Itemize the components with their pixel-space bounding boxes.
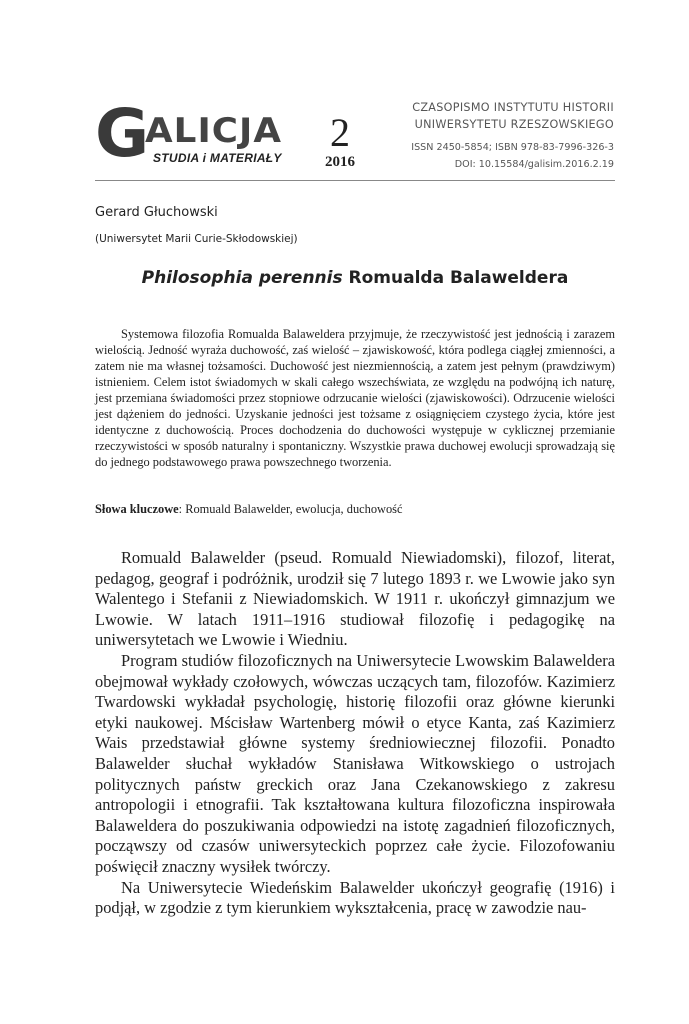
author-affiliation: (Uniwersytet Marii Curie-Skłodowskiej) <box>95 233 298 245</box>
journal-line-2: UNIWERSYTETU RZESZOWSKIEGO <box>414 118 614 131</box>
keywords-list: Romuald Balawelder, ewolucja, duchowość <box>185 502 403 516</box>
header-divider <box>95 180 615 181</box>
issn-isbn: ISSN 2450-5854; ISBN 978-83-7996-326-3 <box>411 142 614 153</box>
article-body <box>95 548 615 919</box>
issue-number: 2 <box>330 110 350 155</box>
keywords-label: Słowa kluczowe <box>95 502 179 516</box>
issue-year: 2016 <box>325 154 355 170</box>
title-rest: Romualda Balaweldera <box>342 268 569 288</box>
body-paragraph: Program studiów filozoficznych na Uniwersytecie Lwowskim Balaweldera obejmował wykłady czołowych, wówczas uczących tam, filozofów. Kazimierz Twardowski wykładał psychologię, historię filozofii oraz główne kierunki etyki naukowej. Mścisław Wartenberg mówił o etyce Kanta, zaś Kazimierz Wais przedstawiał główne systemy średniowiecznej filozofii. Ponadto Balawelder słuchał wykładów Stanisława Witkowskiego o ustrojach politycznych państw greckich oraz Jana Czekanowskiego z zakresu antropologii i etnografii. Tak kształtowana kultura filozoficzna inspirowała Balaweldera do poszukiwania odpowiedzi na istotę zagadnień filozoficznych, począwszy od czasów uniwersyteckich poprzez całe życie. Filozofowaniu poświęcił znaczny wysiłek twórczy. <box>95 650 615 876</box>
keywords-sep: : <box>178 502 186 516</box>
body-paragraph: Na Uniwersytecie Wiedeńskim Balawelder ukończył geografię (1916) i podjął, w zgodzie z tym kierunkiem wykształcenia, pracę w zawodzie nau- <box>95 877 615 918</box>
keywords <box>95 502 615 517</box>
journal-info <box>411 99 614 173</box>
doi: DOI: 10.15584/galisim.2016.2.19 <box>454 159 614 170</box>
title-italic: Philosophia perennis <box>141 268 343 288</box>
logo-letter: G <box>95 95 148 172</box>
body-paragraph: Romuald Balawelder (pseud. Romuald Niewiadomski), filozof, literat, pedagog, geograf i podróżnik, urodził się 7 lutego 1893 r. we Lwowie jako syn Walentego i Stefanii z Niewiadomskich. W 1911 r. ukończył gimnazjum we Lwowie. W latach 1911–1916 studiował filozofię i pedagogikę na uniwersytetach we Lwowie i Wiedniu. <box>95 548 615 650</box>
article-title <box>95 268 615 288</box>
abstract: Systemowa filozofia Romualda Balaweldera przyjmuje, że rzeczywistość jest jednością i zarazem wielością. Jedność wyraża duchowość, zaś wielość – zjawiskowość, która podlega ciągłej zmienności, a zatem nie ma własnej tożsamości. Duchowość jest niezmiennością, a zatem jest pełnym (prawdziwym) istnieniem. Celem istot świadomych w skali całego wszechświata, ze względu na podwójną ich naturę, jest przemiana świadomości przez stopniowe odrzucanie wielości (zjawiskowości). Odrzucenie wielości jest dążeniem do jedności. Uzyskanie jedności jest tożsame z osiągnięciem czystego życia, które jest identyczne z duchowością. Proces dochodzenia do duchowości występuje w cyklicznej przemianie rzeczywistości w sposób naturalny i spontaniczny. Wszystkie prawa duchowej ewolucji sprowadzają się do jednego podstawowego prawa powszechnego tworzenia. <box>95 327 615 469</box>
journal-line-1: CZASOPISMO INSTYTUTU HISTORII <box>412 101 614 114</box>
author-name: Gerard Głuchowski <box>95 205 218 220</box>
logo-name: ALICJA <box>145 111 283 151</box>
journal-logo <box>95 95 300 172</box>
logo-subtitle: STUDIA i MATERIAŁY <box>153 151 282 165</box>
